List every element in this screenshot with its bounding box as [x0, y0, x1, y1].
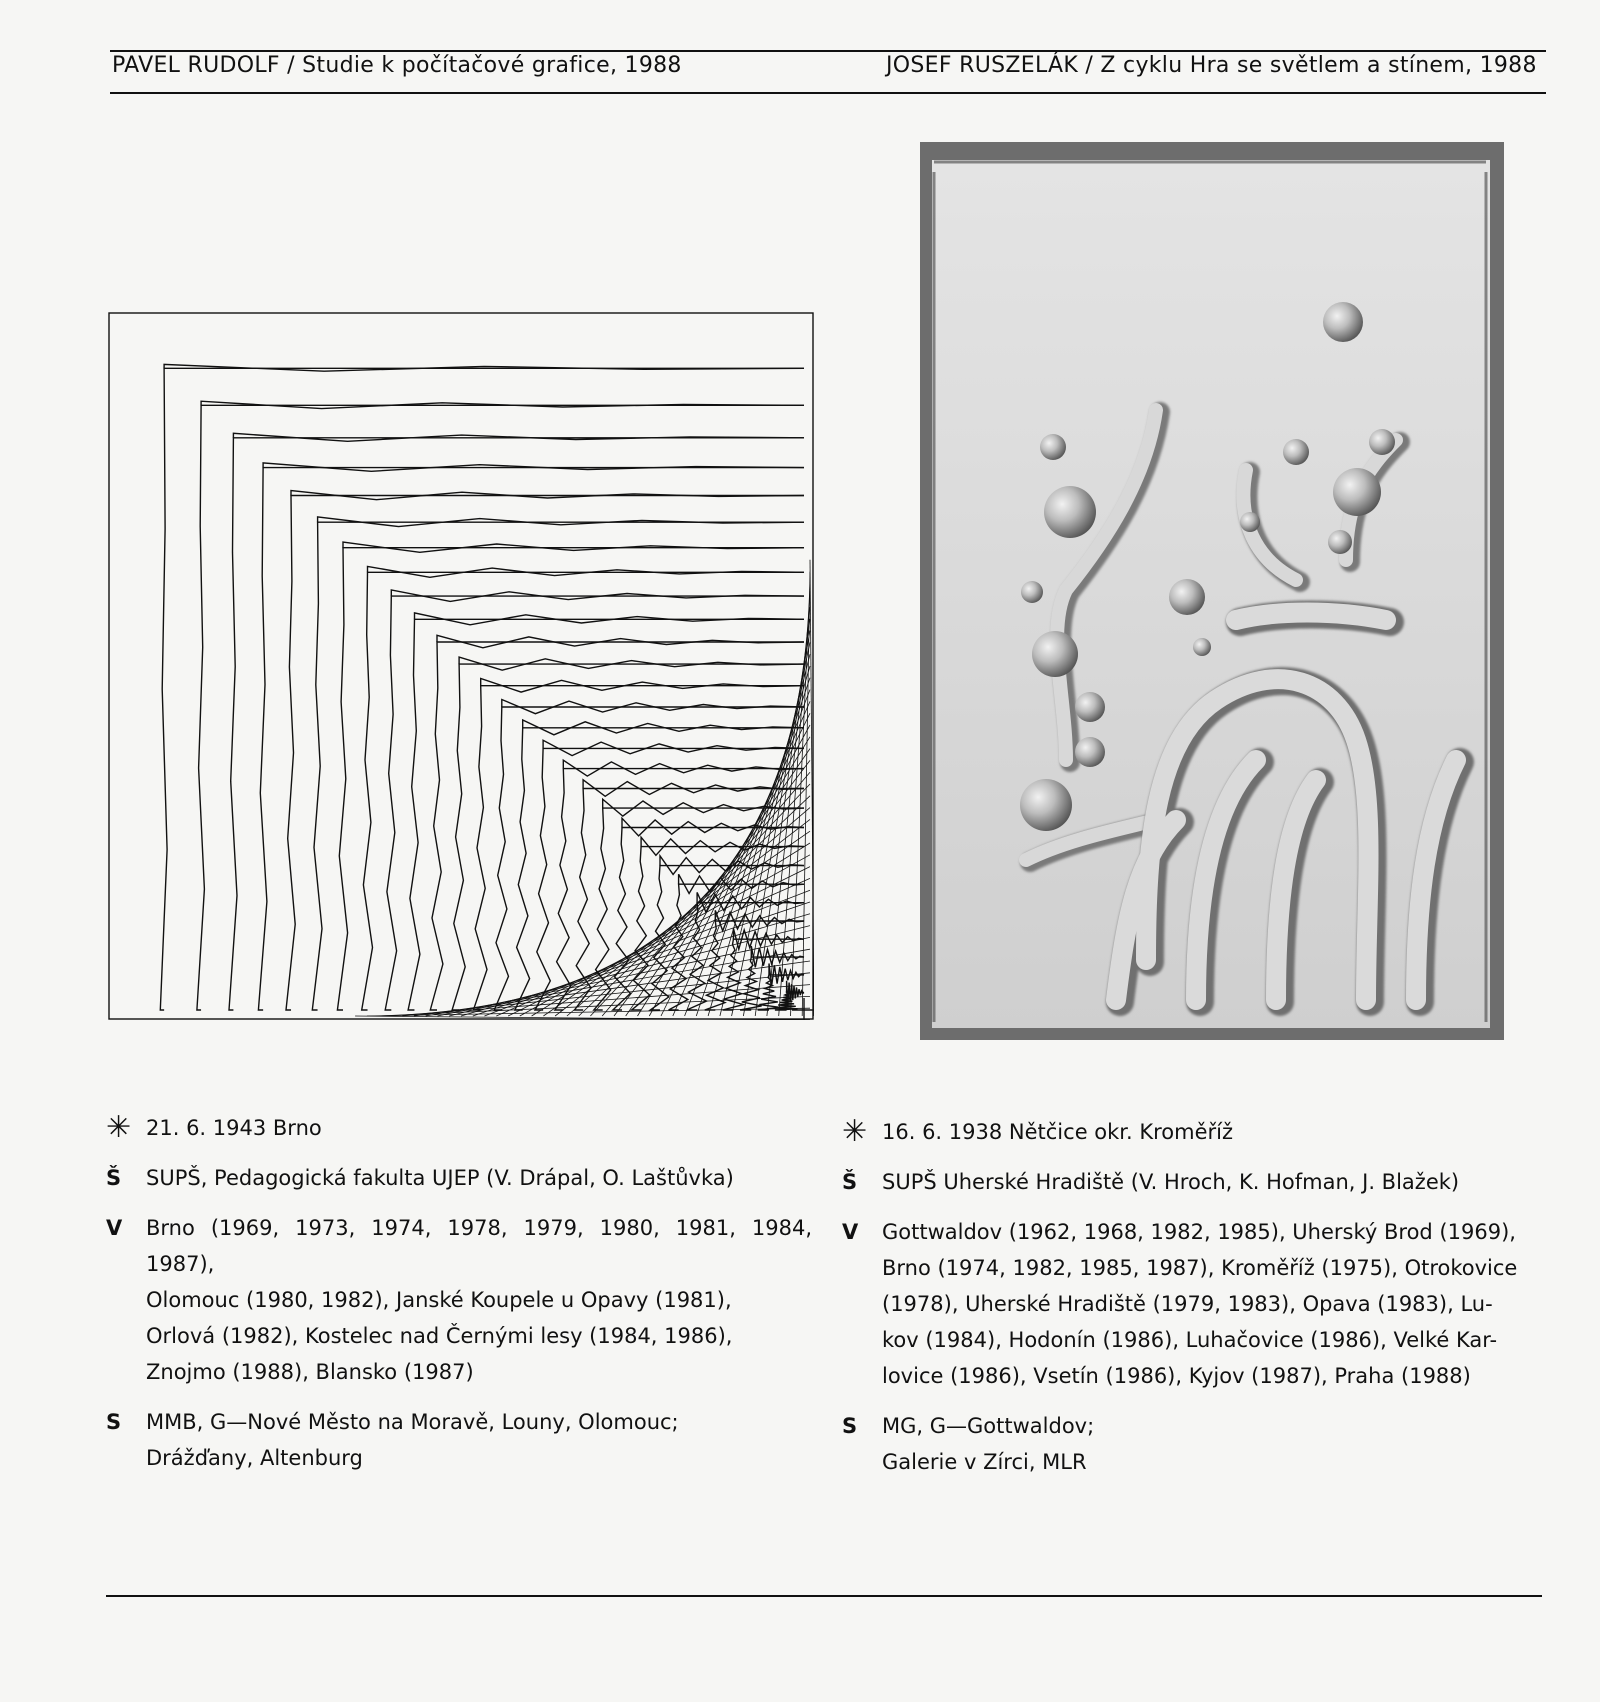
exhibitions-row [106, 1210, 812, 1390]
birth-text: 16. 6. 1938 Nětčice okr. Kroměříž [882, 1120, 1234, 1144]
art-line [787, 981, 804, 1004]
collections-line: Galerie v Zírci, MLR [882, 1450, 1087, 1474]
exhibitions-line: Brno (1969, 1973, 1974, 1978, 1979, 1980, 1981, 1984, 1987), [146, 1216, 812, 1276]
born-row [106, 1110, 812, 1146]
footer-rule [106, 1595, 1542, 1597]
born-row [842, 1114, 1542, 1150]
exhibitions-line: Znojmo (1988), Blansko (1987) [146, 1360, 474, 1384]
header-left-caption: PAVEL RUDOLF / Studie k počítačové grafice, 1988 [112, 53, 682, 78]
education-marker: Š [106, 1166, 122, 1190]
birth-icon: ✳ [842, 1114, 868, 1149]
collections-marker: S [842, 1414, 858, 1438]
collections-row [106, 1404, 812, 1476]
exhibitions-line: (1978), Uherské Hradiště (1979, 1983), Opava (1983), Lu- [882, 1292, 1493, 1316]
exhibitions-row [842, 1214, 1542, 1394]
collections-line: MG, G—Gottwaldov; [882, 1414, 1095, 1438]
education-text: SUPŠ Uherské Hradiště (V. Hroch, K. Hofman, J. Blažek) [882, 1170, 1460, 1194]
art-line [449, 926, 810, 1016]
header-right-caption: JOSEF RUSZELÁK / Z cyklu Hra se světlem a stínem, 1988 [886, 53, 1537, 78]
art-line [337, 548, 804, 1010]
computer-graphic-artwork [108, 312, 814, 1020]
education-row [106, 1160, 812, 1196]
education-row [842, 1164, 1542, 1200]
education-marker: Š [842, 1170, 858, 1194]
birth-text: 21. 6. 1943 Brno [146, 1116, 322, 1140]
exhibitions-marker: V [842, 1220, 859, 1244]
exhibitions-text [882, 1214, 1542, 1394]
exhibitions-line: Orlová (1982), Kostelec nad Černými lesy (1984, 1986), [146, 1324, 733, 1348]
exhibitions-marker: V [106, 1216, 123, 1240]
artist-right-bio [842, 1114, 1542, 1494]
collections-line: Drážďany, Altenburg [146, 1446, 363, 1470]
exhibitions-line: kov (1984), Hodonín (1986), Luhačovice (1986), Velké Kar- [882, 1328, 1498, 1352]
art-line [109, 313, 813, 1019]
artist-left-bio [106, 1110, 812, 1490]
collections-line: MMB, G—Nové Město na Moravě, Louny, Olomouc; [146, 1410, 679, 1434]
birth-icon: ✳ [106, 1110, 132, 1145]
collections-text [882, 1408, 1542, 1480]
art-line [229, 438, 804, 1010]
exhibitions-line: Gottwaldov (1962, 1968, 1982, 1985), Uherský Brod (1969), [882, 1220, 1516, 1244]
art-line [494, 707, 804, 1010]
art-line [430, 642, 804, 1010]
exhibitions-line: Olomouc (1980, 1982), Janské Koupele u Opavy (1981), [146, 1288, 732, 1312]
exhibitions-line: Brno (1974, 1982, 1985, 1987), Kroměříž (1975), Otrokovice [882, 1256, 1518, 1280]
education-text: SUPŠ, Pedagogická fakulta UJEP (V. Drápal, O. Laštůvka) [146, 1166, 734, 1190]
header-top-rule [110, 50, 1546, 52]
exhibitions-text [146, 1210, 812, 1390]
art-line [385, 596, 804, 1010]
exhibitions-line: lovice (1986), Vsetín (1986), Kyjov (1987), Praha (1988) [882, 1364, 1471, 1388]
collections-row [842, 1408, 1542, 1480]
relief-sculpture-artwork [920, 142, 1504, 1040]
header-bottom-rule [110, 92, 1546, 94]
art-line [779, 595, 810, 1016]
collections-text [146, 1404, 812, 1476]
collections-marker: S [106, 1410, 122, 1434]
